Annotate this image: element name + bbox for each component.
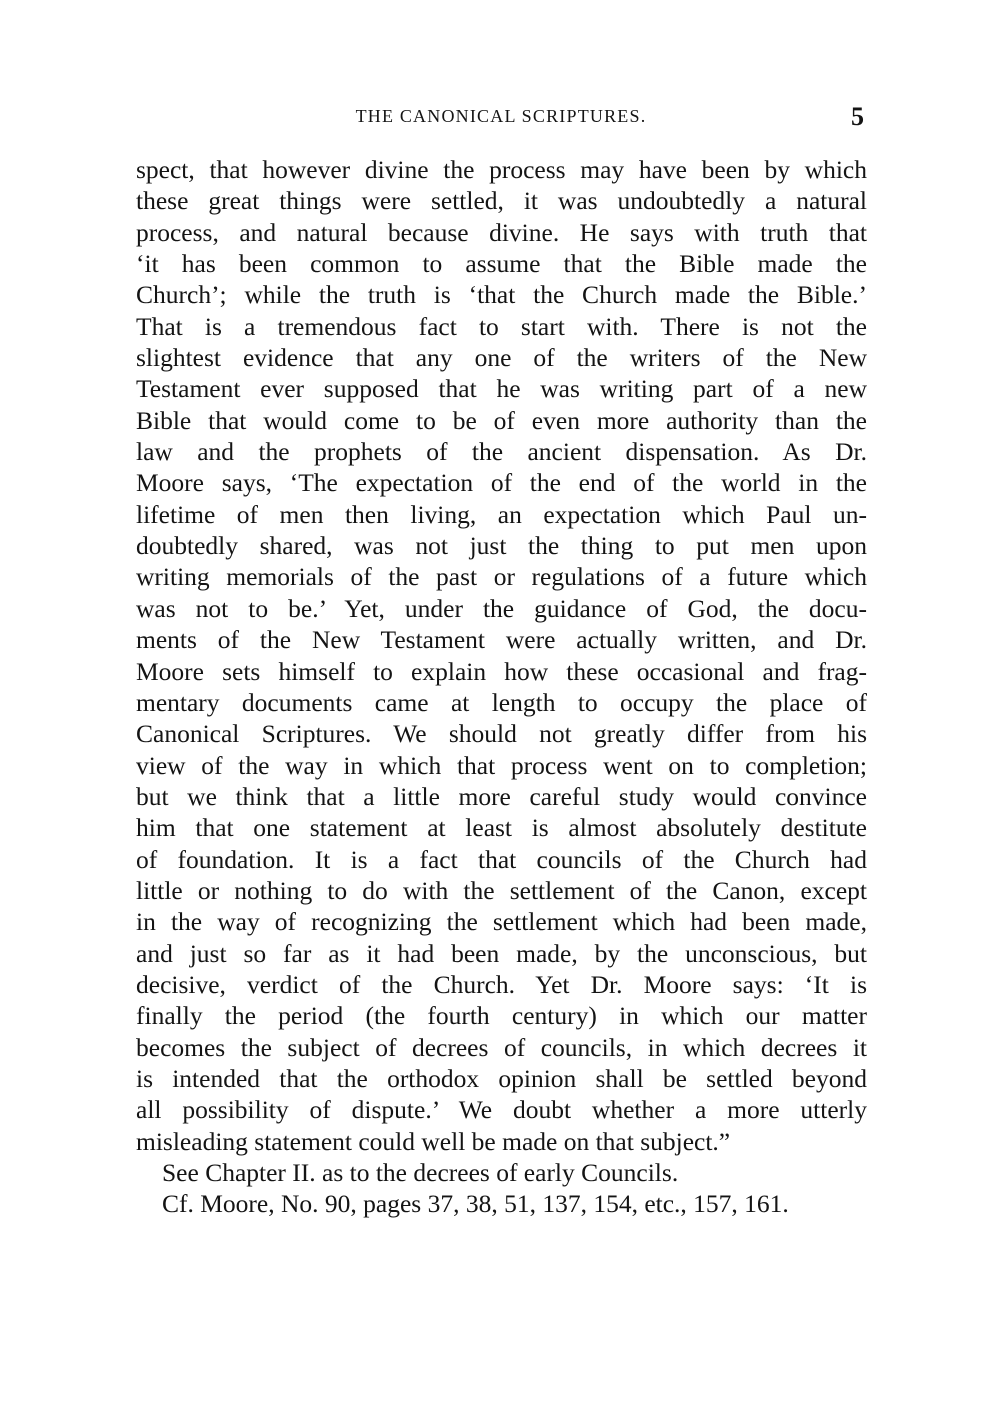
text-line: becomes the subject of decrees of councils, in which decrees it (136, 1032, 867, 1062)
text-line: lifetime of men then living, an expectation which Paul un- (136, 499, 867, 529)
text-line: of foundation. It is a fact that councils of the Church had (136, 844, 867, 874)
text-line: all possibility of dispute.’ We doubt whether a more utterly (136, 1095, 867, 1125)
text-line: and just so far as it had been made, by the unconscious, but (136, 938, 867, 968)
running-head (136, 100, 866, 140)
text-line: That is a tremendous fact to start with. There is not the (136, 311, 867, 341)
text-line: writing memorials of the past or regulations of a future which (136, 562, 867, 592)
text-line: is intended that the orthodox opinion shall be settled beyond (136, 1063, 867, 1093)
text-line: decisive, verdict of the Church. Yet Dr. Moore says: ‘It is (136, 969, 867, 999)
note-line: See Chapter II. as to the decrees of early Councils. (162, 1158, 679, 1187)
text-line: little or nothing to do with the settlement of the Canon, except (136, 875, 867, 905)
text-line: process, and natural because divine. He says with truth that (136, 217, 867, 247)
text-line: spect, that however divine the process may have been by which (136, 155, 867, 184)
page-number: 5 (851, 102, 864, 131)
text-line: ments of the New Testament were actually written, and Dr. (136, 625, 867, 655)
text-line: him that one statement at least is almost absolutely destitute (136, 813, 867, 843)
text-line: Church’; while the truth is ‘that the Church made the Bible.’ (136, 280, 867, 310)
text-line: view of the way in which that process went on to completion; (136, 750, 867, 780)
text-line: Canonical Scriptures. We should not greatly differ from his (136, 719, 867, 749)
text-line: Moore sets himself to explain how these occasional and frag- (136, 656, 867, 686)
text-line: Bible that would come to be of even more authority than the (136, 405, 867, 435)
text-line: finally the period (the fourth century) in which our matter (136, 1001, 867, 1031)
text-line: Moore says, ‘The expectation of the end of the world in the (136, 468, 867, 498)
text-line: law and the prophets of the ancient dispensation. As Dr. (136, 437, 867, 467)
text-line: ‘it has been common to assume that the Bible made the (136, 249, 867, 279)
text-line: but we think that a little more careful study would convince (136, 781, 867, 811)
running-title: THE CANONICAL SCRIPTURES. (355, 106, 647, 126)
text-line: was not to be.’ Yet, under the guidance of God, the docu- (136, 593, 867, 623)
text-line: these great things were settled, it was undoubtedly a natural (136, 186, 867, 216)
text-line: mentary documents came at length to occupy the place of (136, 687, 867, 717)
text-line: slightest evidence that any one of the writers of the New (136, 343, 867, 373)
body-text (136, 154, 867, 1220)
note-line: Cf. Moore, No. 90, pages 37, 38, 51, 137, 154, etc., 157, 161. (162, 1189, 789, 1219)
text-line: misleading statement could well be made on that subject.” (136, 1126, 731, 1156)
text-line: Testament ever supposed that he was writing part of a new (136, 374, 867, 404)
text-line: in the way of recognizing the settlement which had been made, (136, 907, 867, 937)
text-line: doubtedly shared, was not just the thing to put men upon (136, 531, 867, 561)
